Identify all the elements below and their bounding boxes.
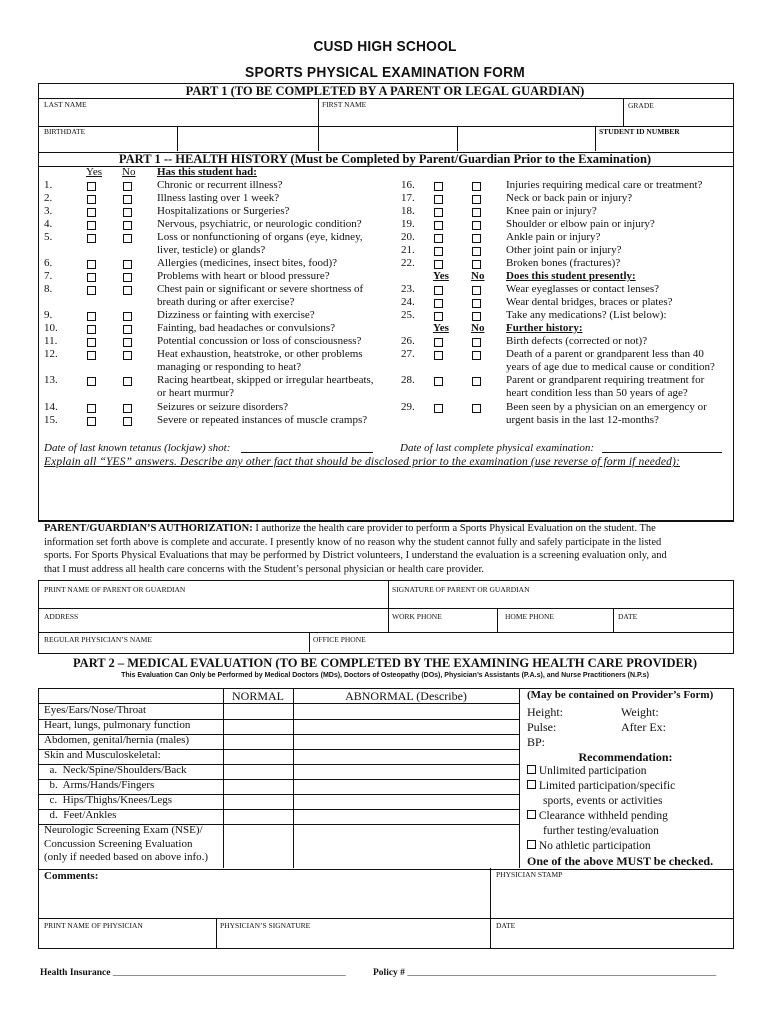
divider [38,166,733,167]
nse-label-2: Concussion Screening Evaluation [44,838,193,850]
yes-checkbox[interactable] [87,195,96,204]
checkbox-limited[interactable] [527,780,536,789]
question-number: 19. [401,218,415,230]
eval-row-label: b. Arms/Hands/Fingers [44,779,155,791]
yes-checkbox[interactable] [434,195,443,204]
yes-checkbox[interactable] [434,404,443,413]
question-text: Parent or grandparent requiring treatment for [506,374,705,386]
policy-row [373,968,716,978]
yes-checkbox[interactable] [434,286,443,295]
yes-header-further: Yes [433,322,449,334]
no-header-further: No [471,322,485,334]
question-number: 18. [401,205,415,217]
question-number: 24. [401,296,415,308]
nse-label-1: Neurologic Screening Exam (NSE)/ [44,824,203,836]
question-number: 27. [401,348,415,360]
question-number: 11. [44,335,58,347]
no-checkbox[interactable] [472,182,481,191]
yes-checkbox[interactable] [434,260,443,269]
question-text: Dizziness or fainting with exercise? [157,309,315,321]
question-text: Shoulder or elbow pain or injury? [506,218,655,230]
no-checkbox[interactable] [123,221,132,230]
explain-field[interactable] [44,473,726,517]
auth-line-1: I authorize the health care provider to perform a Sports Physical Evaluation on the student. The [252,523,656,534]
part2-title: PART 2 – MEDICAL EVALUATION (TO BE COMPLETED BY THE EXAMINING HEALTH CARE PROVIDER) [72,656,698,670]
last-name-label: LAST NAME [44,100,87,109]
question-text: Wear dental bridges, braces or plates? [506,296,673,308]
print-parent-label: PRINT NAME OF PARENT OR GUARDIAN [44,585,186,594]
question-text: Fainting, bad headaches or convulsions? [157,322,336,334]
question-number: 26. [401,335,415,347]
further-heading: Further history: [506,322,583,334]
question-number: 1. [44,179,53,191]
bp-label: BP: [527,735,546,749]
question-text: Wear eyeglasses or contact lenses? [506,283,660,295]
yes-checkbox[interactable] [434,312,443,321]
yes-checkbox[interactable] [87,234,96,243]
yes-checkbox[interactable] [87,208,96,217]
no-checkbox[interactable] [123,417,132,426]
no-checkbox[interactable] [123,195,132,204]
last-name-field[interactable] [44,110,314,124]
question-number: 13. [44,374,58,386]
comments-label: Comments: [44,870,99,882]
divider [293,688,294,868]
insurance-label: Health Insurance [40,968,111,978]
eval-row-label: a. Neck/Spine/Shoulders/Back [44,764,187,776]
eval-row-label: Skin and Musculoskeletal: [44,749,161,761]
normal-header: NORMAL [231,689,284,703]
rec-unlimited[interactable] [527,765,647,777]
divider [318,126,319,151]
divider [309,632,310,652]
yes-checkbox[interactable] [434,338,443,347]
question-number: 22. [401,257,415,269]
nse-label-3: (only if needed based on above info.) [44,851,209,863]
first-name-field[interactable] [322,110,618,124]
policy-label: Policy # [373,968,405,978]
yes-checkbox[interactable] [434,351,443,360]
no-checkbox[interactable] [123,208,132,217]
question-number: 14. [44,401,58,413]
print-physician-label: PRINT NAME OF PHYSICIAN [44,921,143,930]
question-text: Seizures or seizure disorders? [157,401,289,413]
no-checkbox[interactable] [472,286,481,295]
question-number: 20. [401,231,415,243]
first-name-label: FIRST NAME [322,100,367,109]
divider [223,688,224,868]
question-text-cont: or heart murmur? [157,387,234,399]
birthdate-field[interactable] [182,128,314,148]
yes-checkbox[interactable] [87,325,96,334]
no-checkbox[interactable] [123,312,132,321]
no-header-presently: No [471,270,485,282]
no-checkbox[interactable] [123,260,132,269]
checkbox-withheld[interactable] [527,810,536,819]
question-text: Birth defects (corrected or not)? [506,335,648,347]
divider [318,98,319,126]
question-text: Problems with heart or blood pressure? [157,270,330,282]
eval-row-label: d. Feet/Ankles [44,809,117,821]
rec-withheld-label: Clearance withheld pending [538,810,668,822]
explain-instructions: Explain all “YES” answers. Describe any other fact that should be disclosed prior to the examination (use reverse of form if needed): [44,456,680,468]
question-text: Chest pain or significant or severe shortness of [157,283,364,295]
checkbox-no-athletic[interactable] [527,840,536,849]
pulse-label: Pulse: [527,720,557,734]
no-checkbox[interactable] [123,404,132,413]
no-checkbox[interactable] [472,338,481,347]
question-text-cont: liver, testicle) or glands? [157,244,266,256]
question-text: Illness lasting over 1 week? [157,192,280,204]
yes-checkbox[interactable] [87,221,96,230]
no-checkbox[interactable] [472,299,481,308]
question-text: Neck or back pain or injury? [506,192,633,204]
divider [613,608,614,632]
no-checkbox[interactable] [472,195,481,204]
authorization-text [44,522,730,576]
part1-title: PART 1 (TO BE COMPLETED BY A PARENT OR LEGAL GUARDIAN) [185,84,585,98]
divider [38,98,733,99]
yes-checkbox[interactable] [434,299,443,308]
question-text: Take any medications? (List below): [506,309,667,321]
rec-no-athletic-label: No athletic participation [538,840,651,852]
question-number: 28. [401,374,415,386]
no-checkbox[interactable] [123,325,132,334]
home-phone-label: HOME PHONE [505,612,554,621]
question-text: Injuries requiring medical care or treatment? [506,179,703,191]
provider-form-note: (May be contained on Provider’s Form) [527,689,714,701]
auth-line-2: information set forth above is complete and accurate. I presently know of no reason why the student cannot fully and safely participate in the listed [44,536,662,548]
recommendation-heading: Recommendation: [578,750,673,764]
grade-field[interactable] [628,110,728,124]
no-checkbox[interactable] [472,377,481,386]
rec-no-athletic[interactable] [527,840,651,852]
question-text: Ankle pain or injury? [506,231,601,243]
print-parent-field[interactable] [44,594,384,606]
no-header-left: No [122,166,136,178]
no-checkbox[interactable] [123,377,132,386]
signature-parent-label: SIGNATURE OF PARENT OR GUARDIAN [392,585,530,594]
physician-stamp-label: PHYSICIAN STAMP [496,870,563,879]
rec-limited-label: Limited participation/specific [538,780,676,792]
yes-checkbox[interactable] [87,260,96,269]
question-text: Other joint pain or injury? [506,244,622,256]
no-checkbox[interactable] [123,273,132,282]
divider [519,688,520,868]
question-number: 5. [44,231,53,243]
no-checkbox[interactable] [123,234,132,243]
student-id-field[interactable] [462,128,592,148]
no-checkbox[interactable] [123,182,132,191]
has-this-student-had: Has this student had: [157,166,257,178]
rec-limited[interactable] [527,780,675,792]
question-number: 10. [44,322,58,334]
insurance-line[interactable]: _________________________________________________ [112,968,346,978]
office-phone-label: OFFICE PHONE [313,635,366,644]
yes-checkbox[interactable] [87,182,96,191]
question-text-cont: years of age due to medical cause or condition? [506,361,715,373]
yes-checkbox[interactable] [87,377,96,386]
form-title: SPORTS PHYSICAL EXAMINATION FORM [245,64,525,81]
school-title: CUSD HIGH SCHOOL [313,38,457,55]
eval-row-label: Heart, lungs, pulmonary function [44,719,191,731]
grade-label: GRADE [628,101,654,110]
question-number: 23. [401,283,415,295]
tetanus-label: Date of last known tetanus (lockjaw) shot: [44,442,231,454]
no-checkbox[interactable] [472,234,481,243]
divider [595,126,596,151]
no-checkbox[interactable] [472,221,481,230]
rec-limited-label-2: sports, events or activities [543,795,663,807]
auth-line-4: that I must address all health care concerns with the Student’s personal physician or health care provider. [44,563,484,575]
divider [38,520,733,521]
divider [216,918,217,948]
divider [388,580,389,632]
rec-withheld-label-2: further testing/evaluation [543,825,659,837]
weight-label: Weight: [621,705,659,719]
question-text: Loss or nonfunctioning of organs (eye, kidney, [157,231,363,243]
question-number: 3. [44,205,53,217]
no-checkbox[interactable] [123,338,132,347]
birthdate-label: BIRTHDATE [44,127,86,136]
no-checkbox[interactable] [472,404,481,413]
question-text: Death of a parent or grandparent less than 40 [506,348,704,360]
comments-field[interactable] [44,884,484,914]
no-checkbox[interactable] [472,260,481,269]
question-number: 17. [401,192,415,204]
question-text: Allergies (medicines, insect bites, food)? [157,257,338,269]
signature-parent-field[interactable] [392,594,728,606]
must-check-note: One of the above MUST be checked. [527,854,714,868]
eval-row-label: c. Hips/Thighs/Knees/Legs [44,794,173,806]
question-number: 21. [401,244,415,256]
question-number: 8. [44,283,53,295]
yes-header-left: Yes [86,166,103,178]
question-text: Racing heartbeat, skipped or irregular heartbeats, [157,374,374,386]
presently-heading: Does this student presently: [506,270,636,282]
question-text: Potential concussion or loss of consciousness? [157,335,362,347]
no-checkbox[interactable] [472,208,481,217]
address-label: ADDRESS [44,612,79,621]
question-number: 6. [44,257,53,269]
yes-checkbox[interactable] [87,404,96,413]
work-phone-label: WORK PHONE [392,612,442,621]
yes-checkbox[interactable] [434,234,443,243]
eval-row-label: Eyes/Ears/Nose/Throat [44,704,147,716]
question-text: Nervous, psychiatric, or neurologic condition? [157,218,362,230]
no-checkbox[interactable] [472,312,481,321]
part2-subtitle: This Evaluation Can Only be Performed by Medical Doctors (MDs), Doctors of Osteopathy (DOs), Physician’s Assistants (P.A.s), and Nurse Practitioners (N.P.s) [121,672,649,679]
yes-checkbox[interactable] [434,221,443,230]
yes-checkbox[interactable] [87,338,96,347]
student-id-label: STUDENT ID NUMBER [599,127,680,136]
checkbox-unlimited[interactable] [527,765,536,774]
yes-checkbox[interactable] [434,182,443,191]
yes-checkbox[interactable] [87,312,96,321]
divider [38,632,733,633]
question-number: 12. [44,348,58,360]
eval-row-label: Abdomen, genital/hernia (males) [44,734,190,746]
yes-checkbox[interactable] [434,208,443,217]
yes-header-presently: Yes [433,270,449,282]
question-number: 7. [44,270,53,282]
physician-date-label: DATE [496,921,516,930]
rec-withheld[interactable] [527,810,668,822]
last-exam-label: Date of last complete physical examination: [400,442,594,454]
physician-signature-label: PHYSICIAN’S SIGNATURE [220,921,311,930]
date-label: DATE [618,612,638,621]
yes-checkbox[interactable] [87,273,96,282]
address-field[interactable] [44,620,384,631]
question-number: 4. [44,218,53,230]
abnormal-header: ABNORMAL (Describe) [345,689,467,703]
question-number: 9. [44,309,53,321]
yes-checkbox[interactable] [434,377,443,386]
question-text: Been seen by a physician on an emergency or [506,401,707,413]
last-exam-line[interactable] [602,452,722,453]
question-text-cont: breath during or after exercise? [157,296,295,308]
yes-checkbox[interactable] [87,417,96,426]
insurance-row [40,968,346,978]
question-number: 15. [44,414,58,426]
no-checkbox[interactable] [472,247,481,256]
question-text: Knee pain or injury? [506,205,597,217]
after-ex-label: After Ex: [621,720,666,734]
no-checkbox[interactable] [123,286,132,295]
divider [497,608,498,632]
yes-checkbox[interactable] [434,247,443,256]
question-number: 2. [44,192,53,204]
physician-name-label: REGULAR PHYSICIAN’S NAME [44,635,152,644]
yes-checkbox[interactable] [87,351,96,360]
height-label: Height: [527,705,563,719]
question-text-cont: heart condition less than 50 years of age? [506,387,688,399]
history-title: PART 1 -- HEALTH HISTORY (Must be Completed by Parent/Guardian Prior to the Examination) [118,152,652,166]
question-text: Heat exhaustion, heatstroke, or other problems [157,348,363,360]
question-text: Broken bones (fractures)? [506,257,621,269]
divider [177,126,178,151]
divider [38,918,733,919]
yes-checkbox[interactable] [87,286,96,295]
question-text: Severe or repeated instances of muscle cramps? [157,414,368,426]
tetanus-line[interactable] [241,452,373,453]
divider [623,98,624,126]
question-text: Chronic or recurrent illness? [157,179,283,191]
question-number: 25. [401,309,415,321]
no-checkbox[interactable] [123,351,132,360]
question-number: 16. [401,179,415,191]
question-number: 29. [401,401,415,413]
rec-unlimited-label: Unlimited participation [538,765,647,777]
question-text-cont: urgent basis in the last 12-months? [506,414,659,426]
no-checkbox[interactable] [472,351,481,360]
policy-line[interactable]: _________________________________________________________________ [407,968,717,978]
question-text-cont: managing or responding to heat? [157,361,302,373]
auth-line-3: sports. For Sports Physical Evaluations that may be performed by District volunteers, I understand the evaluation is a screening evaluation only, and [44,550,667,561]
question-text: Hospitalizations or Surgeries? [157,205,290,217]
divider [457,126,458,151]
divider [490,868,491,948]
auth-heading: PARENT/GUARDIAN’S AUTHORIZATION: [44,523,253,534]
divider [38,608,733,609]
